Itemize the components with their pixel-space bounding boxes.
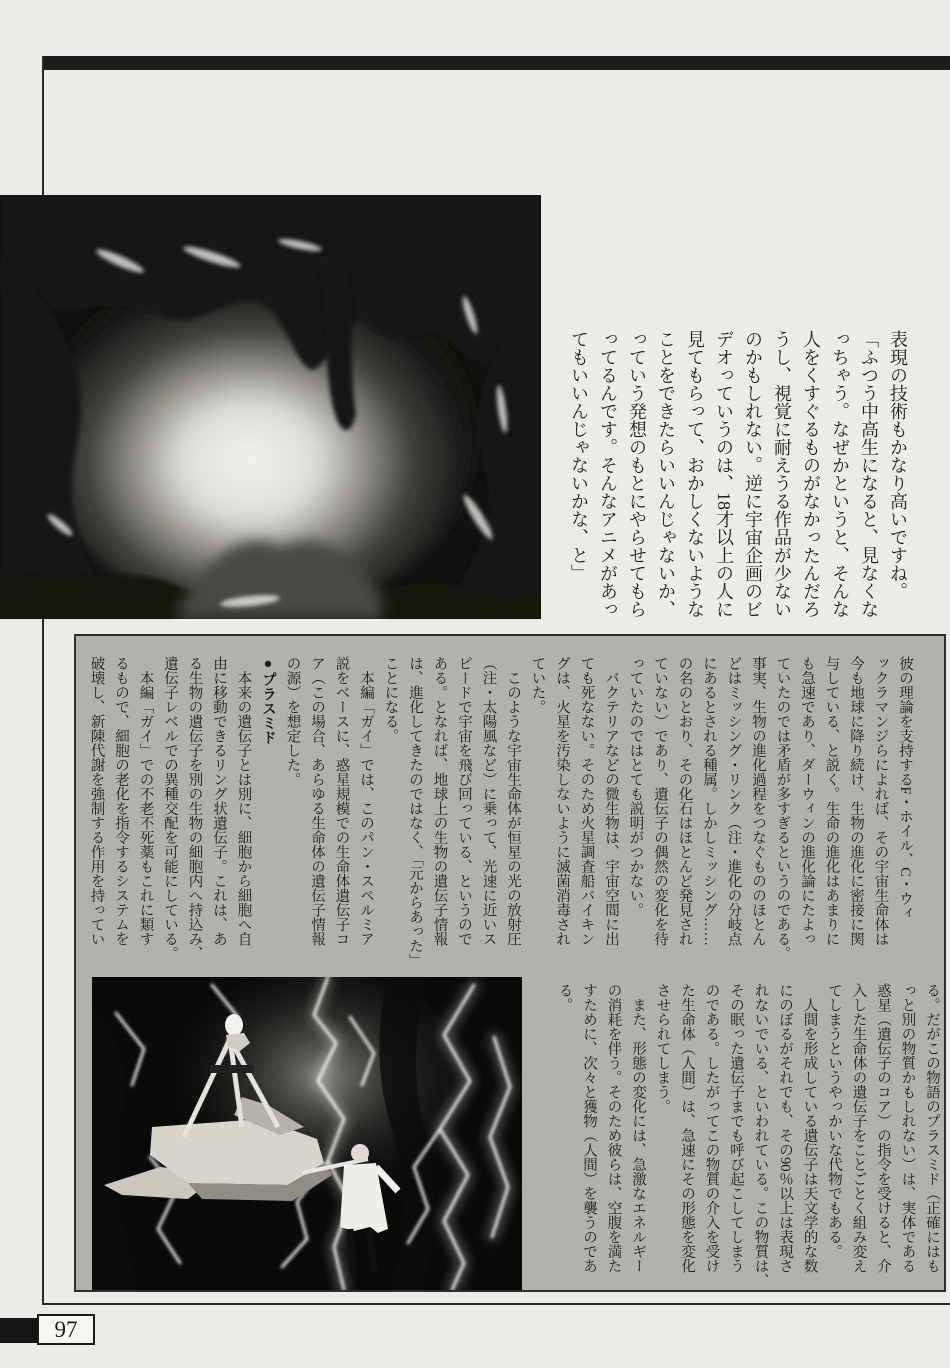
text-column: る。 xyxy=(556,983,573,1012)
text-column: にあるとされる種属。しかしミッシング…… xyxy=(701,656,717,946)
text-column: 見てもらって、おかしくないような xyxy=(685,330,705,618)
text-column: るもので、細胞の老化を指令するシステムを xyxy=(113,656,129,946)
text-column: 事実、生物の進化過程をつなぐもののほとん xyxy=(750,656,766,946)
text-column: のかもしれない。逆に宇宙企画のビ xyxy=(743,330,763,618)
text-column: 本編「ガイ」では、このパン・スペルミア xyxy=(358,656,374,946)
text-column: グは、火星を汚染しないように滅菌消毒され xyxy=(554,656,570,946)
text-column: っちゃう。なぜかというと、そんな xyxy=(830,330,850,618)
text-column: ある。となれば、地球上の生物の遺伝子情報 xyxy=(431,656,448,946)
text-column: ていない）であり、遺伝子の偶然の変化を待 xyxy=(652,656,668,946)
text-column: 人間を形成している遺伝子は天文学的な数 xyxy=(801,983,818,1273)
text-column: 人をくすぐるものがなかったんだろ xyxy=(801,330,821,618)
text-column: デオっていうのは、18才以上の人に xyxy=(714,330,734,618)
page-number: 97 xyxy=(54,1316,78,1342)
interview-text-block xyxy=(570,330,907,642)
text-column: ことをできたらいいんじゃないか、 xyxy=(656,330,676,618)
text-column: のである。したがってこの物質の介入を受け xyxy=(703,983,720,1273)
text-column: 入した生命体の遺伝子をことごとく組み変え xyxy=(850,983,867,1273)
text-column: ことになる。 xyxy=(382,656,399,743)
text-column: の源）を想定した。 xyxy=(284,656,301,787)
article-panel xyxy=(74,634,946,1292)
page-number-badge xyxy=(37,1314,95,1345)
text-column: ピードで宇宙を飛び回っている、というので xyxy=(456,656,472,946)
text-column: 表現の技術もかなり高いですね。 xyxy=(888,330,908,600)
text-column: ていた。 xyxy=(529,656,546,714)
cave-still-image xyxy=(0,195,541,619)
plasmid-story-text xyxy=(557,983,939,1289)
text-column: れないでいる、といわれている。この物質は、 xyxy=(752,983,769,1288)
text-column: させられてしまう。 xyxy=(654,983,671,1114)
text-column: も急速であり、ダーウィンの進化論にたよっ xyxy=(799,656,815,946)
text-column: る生物の遺伝子を別の生物の細胞内へ持込み、 xyxy=(186,656,203,961)
text-column: 由に移動できるリング状遺伝子。これは、あ xyxy=(211,656,227,946)
lightning-still-image xyxy=(92,977,522,1290)
text-column: ってるんです。そんなアニメがあっ xyxy=(598,330,618,618)
text-column: 破壊し、新陳代謝を強制する作用を持ってい xyxy=(88,656,105,946)
text-column: 遺伝子レベルでの異種交配を可能にしている。 xyxy=(162,656,178,961)
text-column: ア（この場合、あらゆる生命体の遺伝子情報 xyxy=(309,656,325,946)
text-column: 本来の遺伝子とは別に、細胞から細胞へ自 xyxy=(235,656,252,946)
text-column: る。だがこの物語のプラスミド（正確にはも xyxy=(924,983,940,1273)
text-column: このような宇宙生命体が恒星の光の放射圧 xyxy=(505,656,521,946)
text-column: すために、次々と獲物（人間）を襲うのであ xyxy=(581,983,597,1273)
text-column: また、形態の変化には、急激なエネルギー xyxy=(630,983,646,1273)
bottom-rule-line xyxy=(42,1303,950,1305)
text-column: バクテリアなどの微生物は、宇宙空間に出 xyxy=(603,656,619,946)
top-rule-bar xyxy=(42,56,950,70)
panspermia-article-text xyxy=(89,656,912,980)
text-column: 「ふつう中高生になると、見なくな xyxy=(859,330,879,618)
text-column: 与している、と説く。生命の進化はあまりに xyxy=(823,656,840,946)
text-column: た生命体（人間）は、急速にその形態を変化 xyxy=(679,983,695,1273)
text-column: は、進化してきたのではなく、「元からあった」 xyxy=(407,656,423,968)
cave-still-art xyxy=(0,195,541,619)
text-column: 本編「ガイ」での不老不死薬もこれに類す xyxy=(137,656,154,946)
text-column: どはミッシング・リンク（注・進化の分岐点 xyxy=(725,656,742,946)
text-column: 彼の理論を支持するF・ホイル、C・ウィ xyxy=(897,656,913,921)
text-column: ックラマンジらによれば、その宇宙生命体は xyxy=(872,656,889,946)
text-column: 今も地球に降り続け、生物の進化に密接に関 xyxy=(848,656,864,946)
text-column: てもいいんじゃないかな、と」 xyxy=(569,330,589,582)
text-column: （注・太陽風など）に乗って、光速に近いス xyxy=(480,656,497,946)
text-column: てしまうというやっかいな代物でもある。 xyxy=(826,983,842,1259)
page-number-tab xyxy=(0,1318,38,1343)
text-column: の消耗を伴う。そのため彼らは、空腹を満た xyxy=(605,983,622,1273)
text-column: っていう発想のもとにやらせてもら xyxy=(627,330,647,618)
text-column: 説をベースに、惑星規模での生命体遺伝子コ xyxy=(333,656,350,946)
text-column: 惑星（遺伝子のコア）の指令を受けると、介 xyxy=(875,983,891,1273)
text-column: にのぼるがそれでも、その90％以上は表現さ xyxy=(777,983,793,1273)
text-column: その眠った遺伝子までも呼び起こしてしまう xyxy=(728,983,744,1273)
text-column: っていたのではとても説明がつかない。 xyxy=(627,656,644,917)
text-column: っと別の物質かもしれない）は、実体である xyxy=(899,983,916,1273)
text-column: ても死なない。そのため火星調査船バイキン xyxy=(578,656,595,946)
plasmid-heading: ●プラスミド xyxy=(260,656,276,745)
text-column: うし、視覚に耐えうる作品が少ない xyxy=(772,330,792,618)
lightning-still-art xyxy=(92,977,522,1290)
text-column: の名のとおり、その化石はほとんど発見され xyxy=(676,656,693,946)
text-column: ていたのでは矛盾が多すぎるというのである。 xyxy=(774,656,791,961)
